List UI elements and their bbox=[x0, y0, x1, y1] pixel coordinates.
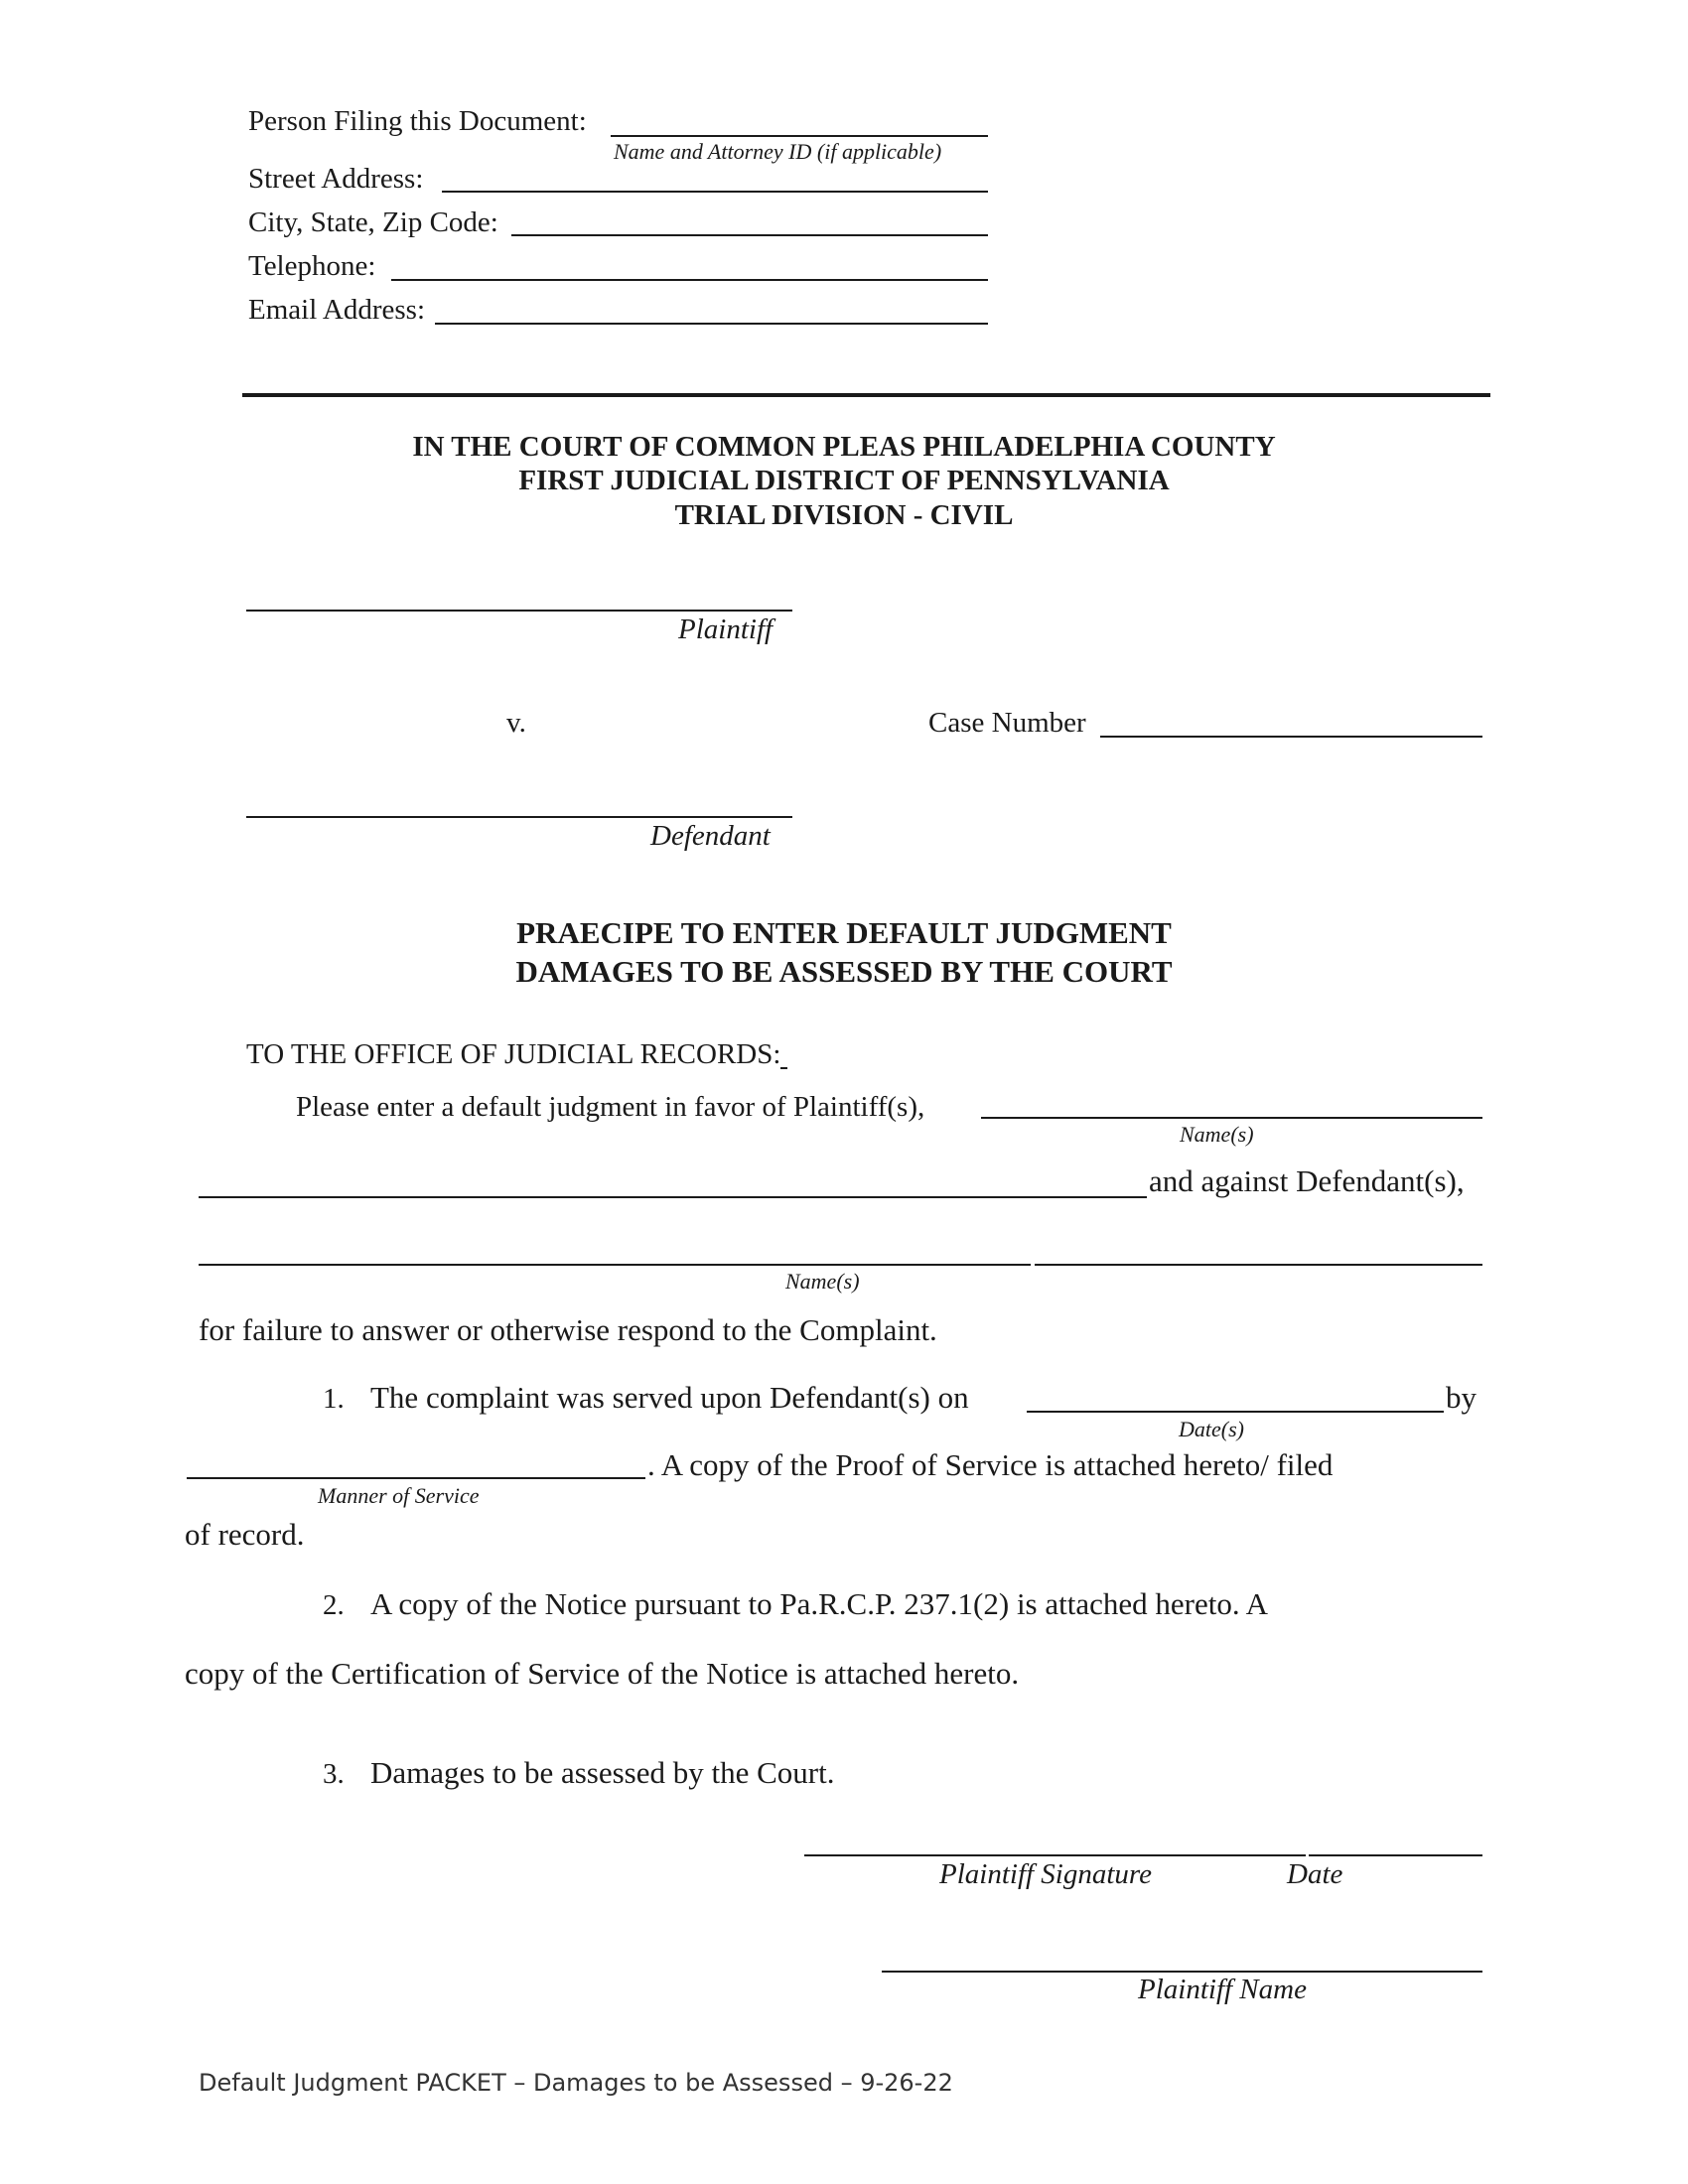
person-filing-label: Person Filing this Document: bbox=[248, 105, 587, 137]
manner-of-service-field[interactable] bbox=[187, 1477, 645, 1479]
item1-by-text: by bbox=[1446, 1380, 1477, 1415]
defendant-field[interactable] bbox=[246, 816, 792, 818]
plaintiff-name-caption: Plaintiff Name bbox=[1138, 1974, 1307, 2005]
plaintiff-caption: Plaintiff bbox=[678, 614, 774, 645]
header-divider bbox=[242, 393, 1490, 397]
against-text: and against Defendant(s), bbox=[1149, 1163, 1465, 1198]
case-number-field[interactable] bbox=[1100, 736, 1482, 738]
item1-text: The complaint was served upon Defendant(s) on bbox=[370, 1380, 969, 1415]
failure-text: for failure to answer or otherwise respond to the Complaint. bbox=[199, 1312, 937, 1347]
item1-number: 1. bbox=[323, 1383, 345, 1415]
page-footer: Default Judgment PACKET – Damages to be Assessed – 9-26-22 bbox=[199, 2069, 953, 2097]
court-heading-line1: IN THE COURT OF COMMON PLEAS PHILADELPHIA COUNTY bbox=[412, 431, 1276, 463]
telephone-field[interactable] bbox=[391, 279, 988, 281]
email-address-label: Email Address: bbox=[248, 294, 426, 326]
defendant-names-caption: Name(s) bbox=[785, 1269, 860, 1294]
street-address-label: Street Address: bbox=[248, 163, 424, 195]
signature-date-field[interactable] bbox=[1309, 1854, 1482, 1856]
to-office-underscore bbox=[780, 1067, 787, 1069]
court-heading-line3: TRIAL DIVISION - CIVIL bbox=[674, 499, 1014, 531]
city-state-zip-field[interactable] bbox=[511, 234, 988, 236]
item3-number: 3. bbox=[323, 1758, 345, 1790]
plaintiff-names-field[interactable] bbox=[981, 1117, 1482, 1119]
plaintiff-signature-caption: Plaintiff Signature bbox=[939, 1858, 1153, 1890]
versus-label: v. bbox=[506, 707, 526, 739]
city-state-zip-label: City, State, Zip Code: bbox=[248, 206, 498, 238]
email-address-field[interactable] bbox=[435, 323, 988, 325]
plaintiff-field[interactable] bbox=[246, 610, 792, 612]
plaintiff-name-field[interactable] bbox=[882, 1971, 1482, 1973]
manner-of-service-caption: Manner of Service bbox=[318, 1483, 480, 1508]
document-title-line1: PRAECIPE TO ENTER DEFAULT JUDGMENT bbox=[516, 915, 1172, 950]
person-filing-caption: Name and Attorney ID (if applicable) bbox=[614, 139, 942, 164]
item1-continuation: . A copy of the Proof of Service is attached hereto/ filed bbox=[647, 1447, 1334, 1482]
item2-continuation: copy of the Certification of Service of the Notice is attached hereto. bbox=[185, 1656, 1020, 1691]
document-title-line2: DAMAGES TO BE ASSESSED BY THE COURT bbox=[515, 954, 1173, 989]
plaintiff-names-field-cont[interactable] bbox=[199, 1196, 1147, 1198]
plaintiff-names-caption: Name(s) bbox=[1180, 1122, 1254, 1147]
person-filing-field[interactable] bbox=[611, 135, 988, 137]
service-date-caption: Date(s) bbox=[1179, 1417, 1244, 1441]
item2-text: A copy of the Notice pursuant to Pa.R.C.P. 237.1(2) is attached hereto. A bbox=[370, 1586, 1269, 1621]
telephone-label: Telephone: bbox=[248, 250, 376, 282]
defendant-names-field[interactable] bbox=[199, 1264, 1031, 1266]
court-heading-line2: FIRST JUDICIAL DISTRICT OF PENNSYLVANIA bbox=[518, 465, 1170, 496]
service-date-field[interactable] bbox=[1027, 1411, 1444, 1413]
case-number-label: Case Number bbox=[928, 707, 1086, 739]
to-office-heading: TO THE OFFICE OF JUDICIAL RECORDS: bbox=[246, 1038, 781, 1070]
signature-date-caption: Date bbox=[1287, 1858, 1343, 1890]
item3-text: Damages to be assessed by the Court. bbox=[370, 1755, 835, 1790]
street-address-field[interactable] bbox=[442, 191, 988, 193]
item2-number: 2. bbox=[323, 1589, 345, 1621]
defendant-caption: Defendant bbox=[650, 820, 771, 852]
plaintiff-signature-field[interactable] bbox=[804, 1854, 1306, 1856]
of-record-text: of record. bbox=[185, 1517, 305, 1552]
please-enter-text: Please enter a default judgment in favor of Plaintiff(s), bbox=[296, 1091, 925, 1123]
defendant-names-field-cont[interactable] bbox=[1035, 1264, 1482, 1266]
